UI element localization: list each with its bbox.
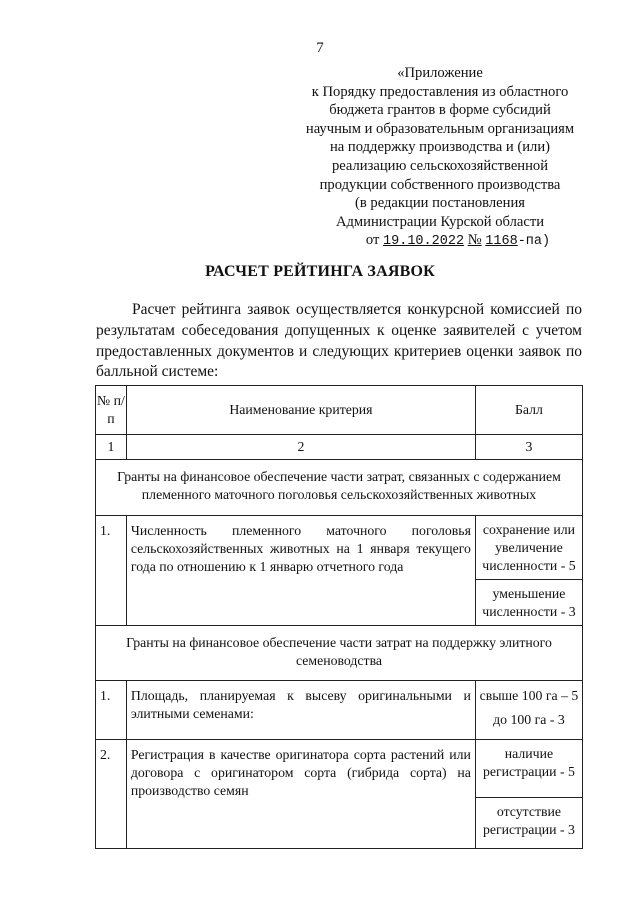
criterion-seeding-area: Площадь, планируемая к высеву оригинальными и элитными семенами: [126,681,475,740]
section-row [96,626,583,681]
table-row [96,681,583,708]
section-title-seed: Гранты на финансовое обеспечение части затрат на поддержку элитного семеноводства [96,626,583,681]
column-number-row [96,435,583,460]
intro-paragraph [96,300,582,383]
appendix-line: реализацию сельскохозяйственной [331,157,549,174]
decree-number: 1168 [485,234,518,250]
appendix-line: Администрации Курской области [335,213,545,230]
table-header-row [96,386,583,435]
appendix-line: к Порядку предоставления из областного [311,83,569,100]
row-number: 1. [96,516,127,626]
section-row [96,460,583,516]
appendix-line: (в редакции постановления [355,195,525,212]
row-number: 1. [96,681,127,740]
header-score: Балл [475,386,582,435]
header-criterion: Наименование критерия [126,386,475,435]
appendix-line: «Приложение [397,65,483,81]
appendix-header [280,64,600,252]
appendix-line: бюджета грантов в форме субсидий [329,102,551,119]
appendix-date-line [280,231,600,252]
criterion-livestock-count: Численность племенного маточного поголовья сельскохозяйственных животных на 1 января текущего года по отношению к 1 январю отчетного года [126,516,475,626]
col-number-2: 2 [126,435,475,460]
section-title-livestock: Гранты на финансовое обеспечение части затрат, связанных с содержанием племенного маточного поголовья сельскохозяйственных животных [96,460,583,516]
appendix-line: продукции собственного производства [319,176,561,193]
table-row [96,516,583,580]
header-num: № п/п [96,386,127,435]
score-option: уменьшение численности - 3 [475,580,582,626]
table-row [96,740,583,798]
col-number-1: 1 [96,435,127,460]
page-number: 7 [316,40,324,56]
col-number-3: 3 [475,435,582,460]
criteria-table [95,385,583,849]
appendix-line: научным и образовательным организациям [305,120,575,137]
intro-text: Расчет рейтинга заявок осуществляется конкурсной комиссией по результатам собеседования допущенных к оценке заявителей с учетом предоставленных документов и следующих критериев оценки заявок по балльной системе: [96,301,582,381]
score-option: отсутствие регистрации - 3 [475,798,582,849]
page-title: РАСЧЕТ РЕЙТИНГА ЗАЯВОК [205,263,435,280]
number-sign: № [467,232,482,249]
decree-suffix: -па) [517,234,551,250]
score-option: свыше 100 га – 5 [475,681,582,708]
criterion-originator-registration: Регистрация в качестве оригинатора сорта растений или договора с оригинатором сорта (гибрида сорта) на производство семян [126,740,475,849]
decree-date: 19.10.2022 [383,234,465,250]
date-prefix: от [365,232,380,249]
appendix-line: на поддержку производства и (или) [330,139,550,156]
row-number: 2. [96,740,127,849]
score-option: сохранение или увеличение численности - 5 [475,516,582,580]
score-option: до 100 га - 3 [475,707,582,740]
score-option: наличие регистрации - 5 [475,740,582,798]
